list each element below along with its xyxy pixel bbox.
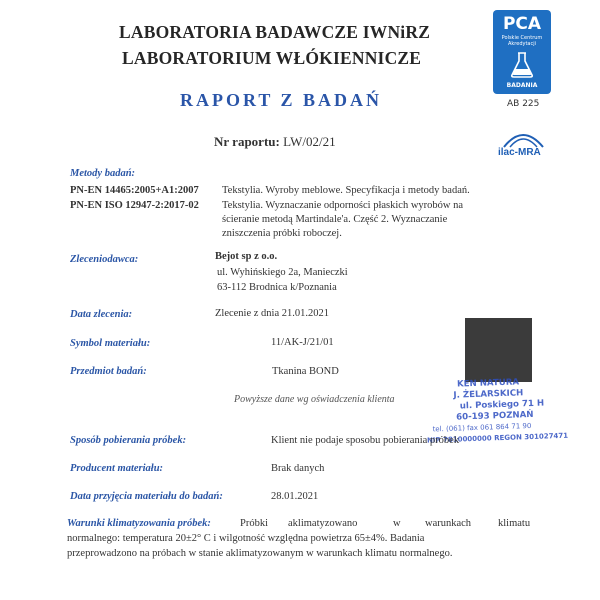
method1-text: Tekstylia. Wyroby meblowe. Specyfikacja i metody badań.: [222, 185, 470, 196]
climate-line3: przeprowadzono na próbach w stanie aklimatyzowanym w warunkach klimatu normalnego.: [67, 548, 453, 559]
stamp-line2: J. ŻELARSKICH: [453, 388, 524, 401]
receipt-date-label: Data przyjęcia materiału do badań:: [70, 491, 223, 502]
client-label: Zleceniodawca:: [70, 254, 139, 265]
client-data-note: Powyższe dane wg oświadczenia klienta: [234, 394, 395, 405]
producer-value: Brak danych: [271, 463, 325, 474]
stamp-line3: ul. Poskiego 71 H: [459, 398, 545, 412]
client-city: 63-112 Brodnica k/Poznania: [217, 282, 337, 293]
climate-word2: aklimatyzowano: [288, 518, 358, 529]
sampling-value: Klient nie podaje sposobu pobierania próbek: [271, 435, 460, 446]
sampling-label: Sposób pobierania próbek:: [70, 435, 187, 446]
test-subject-value: Tkanina BOND: [272, 366, 339, 377]
climate-word3: w: [393, 518, 401, 529]
fabric-sample-swatch: [465, 318, 532, 382]
methods-label: Metody badań:: [70, 168, 136, 179]
pca-sub3: BADANIA: [506, 82, 538, 89]
lab-name-line2: LABORATORIUM WŁÓKIENNICZE: [122, 48, 422, 68]
report-number-value: LW/02/21: [283, 134, 336, 149]
client-street: ul. Wyhińskiego 2a, Manieczki: [217, 267, 348, 278]
pca-logo-text: PCA: [502, 14, 542, 34]
report-title: RAPORT Z BADAŃ: [180, 90, 383, 110]
method2-text-cont2: zniszczenia próbki roboczej.: [222, 228, 342, 239]
climate-word4: warunkach: [425, 518, 472, 529]
order-date-label: Data zlecenia:: [70, 309, 133, 320]
climate-word5: klimatu: [498, 518, 531, 529]
stamp-line4: 60-193 POZNAŃ: [456, 409, 534, 423]
material-symbol-label: Symbol materiału:: [70, 338, 151, 349]
report-number-label: Nr raportu:: [214, 134, 280, 149]
climate-label: Warunki klimatyzowania próbek:: [67, 518, 211, 529]
stamp-line6: NIP 7810000000 REGON 301027471: [426, 431, 569, 445]
flask-icon: [509, 51, 535, 79]
client-name: Bejot sp z o.o.: [215, 251, 278, 262]
climate-word1: Próbki: [240, 518, 269, 529]
material-symbol-value: 11/AK-J/21/01: [271, 337, 334, 348]
producer-label: Producent materiału:: [70, 463, 164, 474]
lab-name-line1: LABORATORIA BADAWCZE IWNiRZ: [119, 22, 431, 42]
climate-line2: normalnego: temperatura 20±2° C i wilgotność względna powietrza 65±4%. Badania: [67, 533, 425, 544]
method2-text-cont1: ścieranie metodą Martindale'a. Część 2. Wyznaczanie: [222, 214, 448, 225]
stamp-line5: tel. (061) fax 061 864 71 90: [432, 421, 532, 434]
report-number: [214, 134, 336, 150]
pca-sub2: Akredytacji: [507, 41, 537, 47]
method2-code: PN-EN ISO 12947-2:2017-02: [70, 200, 199, 211]
receipt-date-value: 28.01.2021: [271, 491, 319, 502]
ab-number: AB 225: [507, 99, 540, 109]
pca-sub1: Polskie Centrum: [501, 35, 543, 41]
test-subject-label: Przedmiot badań:: [70, 366, 147, 377]
pca-accreditation-logo: [493, 10, 551, 94]
order-date-value: Zlecenie z dnia 21.01.2021: [215, 308, 330, 319]
method1-code: PN-EN 14465:2005+A1:2007: [70, 185, 199, 196]
ilac-mra-text: ilac-MRA: [498, 147, 541, 158]
method2-text: Tekstylia. Wyznaczanie odporności płaskich wyrobów na: [222, 200, 464, 211]
stamp-line1: KEN NATURA: [456, 377, 520, 390]
